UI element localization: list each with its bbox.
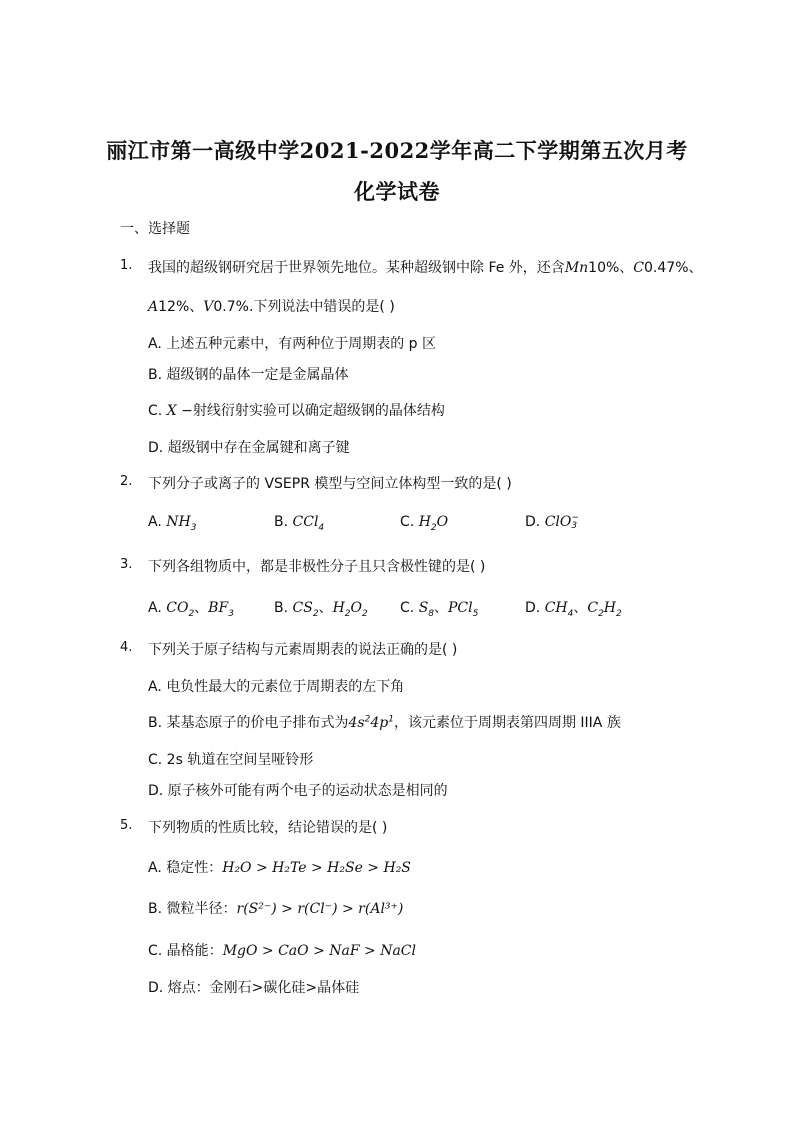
- question-2-option-b: B. CCl$_4$: [274, 514, 325, 533]
- question-4-stem: 下列关于原子结构与元素周期表的说法正确的是( ): [148, 642, 458, 658]
- question-4-option-a: A. 电负性最大的元素位于周期表的左下角: [148, 679, 405, 695]
- question-3-number: 3.: [120, 557, 133, 572]
- question-3-option-d: D. $CH_4$、$C_2H_2$: [525, 600, 622, 619]
- question-1-option-a: A. 上述五种元素中，有两种位于周期表的 p 区: [148, 336, 437, 352]
- question-1-option-c: C. X −射线衍射实验可以确定超级钢的晶体结构: [148, 403, 445, 419]
- question-3-option-c: C. $S_8$、PCl$_5$: [400, 600, 479, 619]
- question-1-number: 1.: [120, 258, 133, 273]
- question-4-option-d: D. 原子核外可能有两个电子的运动状态是相同的: [148, 783, 448, 799]
- question-5-stem: 下列物质的性质比较，结论错误的是( ): [148, 820, 388, 836]
- question-4-option-b: B. 某基态原子的价电子排布式为$4s^24p^1$，该元素位于周期表第四周期 IIIA 族: [148, 714, 621, 731]
- question-4-number: 4.: [120, 640, 133, 655]
- question-5-number: 5.: [120, 818, 133, 833]
- question-2-stem: 下列分子或离子的 VSEPR 模型与空间立体构型一致的是( ): [148, 476, 512, 492]
- question-1-stem-line1: 我国的超级钢研究居于世界领先地位。某种超级钢中除 Fe 外，还含Mn10%、C0.47%、: [148, 260, 703, 276]
- question-3-option-a: A. $CO_2$、$BF_3$: [148, 600, 234, 619]
- exam-subject: 化学试卷: [354, 179, 440, 204]
- question-1-option-b: B. 超级钢的晶体一定是金属晶体: [148, 367, 349, 383]
- section-title: 一、选择题: [120, 221, 190, 237]
- question-5-option-a: A. 稳定性：H₂O > H₂Te > H₂Se > H₂S: [148, 860, 411, 876]
- question-2-number: 2.: [120, 474, 133, 489]
- question-5-option-c: C. 晶格能：MgO > CaO > NaF > NaCl: [148, 943, 416, 959]
- question-2-option-c: C. $H_2O$: [400, 514, 449, 533]
- question-2-option-d: D. ClO− 3: [525, 513, 579, 531]
- question-2-option-a: A. $NH_3$: [148, 514, 197, 533]
- exam-title: 丽江市第一高级中学2021-2022学年高二下学期第五次月考: [106, 138, 688, 163]
- question-5-option-b: B. 微粒半径：r(S²⁻) > r(Cl⁻) > r(Al³⁺): [148, 901, 404, 917]
- question-1-stem-line2: A12%、V0.7%.下列说法中错误的是( ): [148, 299, 395, 315]
- question-1-option-d: D. 超级钢中存在金属键和离子键: [148, 440, 350, 456]
- question-3-stem: 下列各组物质中，都是非极性分子且只含极性键的是( ): [148, 559, 486, 575]
- question-5-option-d: D. 熔点：金刚石>碳化硅>晶体硅: [148, 980, 360, 996]
- question-4-option-c: C. 2s 轨道在空间呈哑铃形: [148, 752, 314, 768]
- question-3-option-b: B. $CS_2$、$H_2O_2$: [274, 600, 368, 619]
